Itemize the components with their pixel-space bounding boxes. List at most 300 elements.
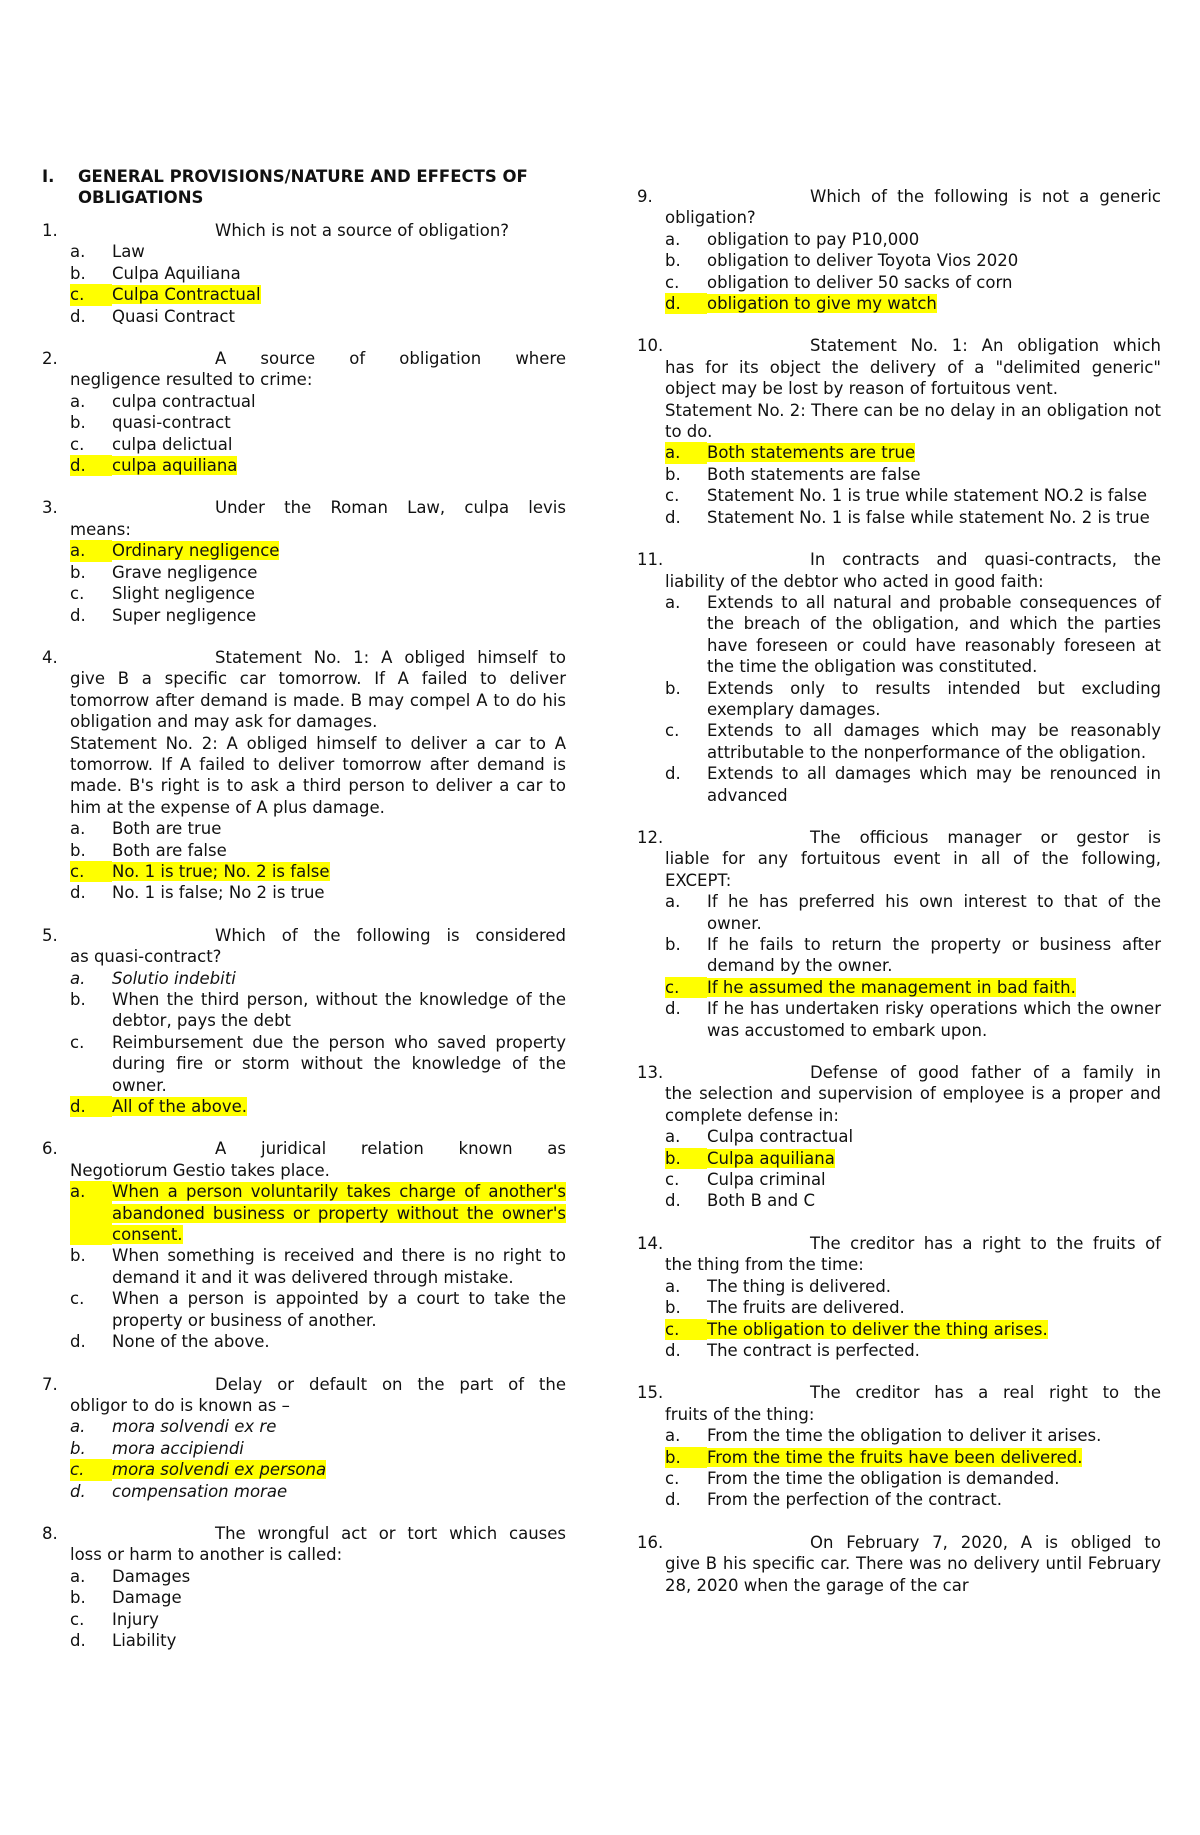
option-label: obligation to pay P10,000 bbox=[707, 229, 920, 249]
option-text bbox=[707, 507, 1161, 528]
option-item[interactable] bbox=[637, 293, 1161, 314]
question-stem-start: Which of the following is considered bbox=[215, 925, 566, 945]
question-stem-rest: the selection and supervision of employee is a proper and complete defense in: bbox=[665, 1084, 1161, 1125]
question-item bbox=[42, 497, 566, 625]
option-item[interactable] bbox=[637, 485, 1161, 506]
option-text bbox=[707, 272, 1161, 293]
question-stem-start: On February 7, 2020, A is obliged to bbox=[810, 1532, 1161, 1552]
option-letter: d. bbox=[665, 293, 707, 314]
option-letter: d. bbox=[70, 1096, 112, 1117]
option-text bbox=[112, 306, 566, 327]
option-item[interactable] bbox=[637, 1468, 1161, 1489]
option-item[interactable] bbox=[42, 1438, 566, 1459]
question-first-line bbox=[42, 1138, 566, 1159]
option-item[interactable] bbox=[42, 1481, 566, 1502]
question-number: 6. bbox=[42, 1139, 58, 1159]
option-item[interactable] bbox=[637, 592, 1161, 678]
option-letter: b. bbox=[70, 1246, 86, 1266]
option-list bbox=[637, 592, 1161, 806]
option-letter: d. bbox=[70, 883, 86, 903]
question-item bbox=[637, 1532, 1161, 1596]
option-label: The contract is perfected. bbox=[707, 1340, 920, 1360]
section-heading bbox=[42, 166, 566, 208]
option-letter: c. bbox=[665, 1170, 680, 1190]
option-item[interactable] bbox=[637, 763, 1161, 806]
option-text bbox=[707, 891, 1161, 934]
question-first-line bbox=[637, 827, 1161, 848]
option-list bbox=[42, 818, 566, 904]
option-text bbox=[112, 562, 566, 583]
option-label: Solutio indebiti bbox=[112, 968, 236, 988]
option-label: Quasi Contract bbox=[112, 306, 235, 326]
option-letter: b. bbox=[665, 1148, 707, 1169]
option-item[interactable] bbox=[637, 442, 1161, 463]
option-item[interactable] bbox=[42, 1181, 566, 1245]
option-list bbox=[637, 442, 1161, 528]
question-first-line bbox=[42, 1523, 566, 1544]
option-letter: c. bbox=[665, 977, 707, 998]
option-letter: c. bbox=[665, 721, 680, 741]
option-letter: c. bbox=[665, 486, 680, 506]
option-list bbox=[637, 1276, 1161, 1362]
option-text bbox=[707, 720, 1161, 763]
option-letter: b. bbox=[665, 678, 681, 698]
option-label: The fruits are delivered. bbox=[707, 1298, 905, 1318]
option-letter: c. bbox=[70, 1609, 85, 1629]
question-stem-start: Which of the following is not a generic bbox=[810, 187, 1161, 206]
option-letter: a. bbox=[70, 242, 86, 262]
option-label: obligation to give my watch bbox=[707, 294, 937, 314]
question-item bbox=[637, 1233, 1161, 1361]
option-label: Both statements are false bbox=[707, 464, 921, 484]
option-label: Both are false bbox=[112, 840, 227, 860]
option-label: Both B and C bbox=[707, 1191, 815, 1211]
option-item[interactable] bbox=[42, 861, 566, 882]
option-letter: c. bbox=[665, 1468, 680, 1488]
option-label: Law bbox=[112, 242, 145, 262]
option-letter: a. bbox=[70, 1417, 86, 1437]
left-question-list bbox=[42, 220, 566, 1651]
option-label: Both are true bbox=[112, 819, 222, 839]
question-item bbox=[42, 1138, 566, 1352]
question-item bbox=[42, 220, 566, 327]
option-item[interactable] bbox=[42, 1609, 566, 1630]
option-letter: b. bbox=[665, 1298, 681, 1318]
option-text-highlighted bbox=[707, 293, 1161, 314]
option-text bbox=[112, 1245, 566, 1288]
option-label: Extends to all damages which may be renounced in advanced bbox=[707, 764, 1161, 805]
option-letter: c. bbox=[70, 861, 112, 882]
option-item[interactable] bbox=[42, 989, 566, 1032]
option-item[interactable] bbox=[637, 891, 1161, 934]
option-item[interactable] bbox=[42, 241, 566, 262]
question-item bbox=[637, 335, 1161, 528]
option-item[interactable] bbox=[42, 1587, 566, 1608]
option-item[interactable] bbox=[637, 464, 1161, 485]
option-label: Statement No. 1 is true while statement NO.2 is false bbox=[707, 486, 1148, 506]
option-item[interactable] bbox=[42, 391, 566, 412]
option-letter: d. bbox=[70, 1481, 86, 1501]
option-label: From the perfection of the contract. bbox=[707, 1490, 1002, 1510]
option-text bbox=[112, 840, 566, 861]
option-letter: d. bbox=[70, 1332, 86, 1352]
question-first-line bbox=[42, 497, 566, 518]
question-number: 15. bbox=[637, 1383, 664, 1403]
option-label: From the time the obligation to deliver it arises. bbox=[707, 1426, 1102, 1446]
option-item[interactable] bbox=[637, 1190, 1161, 1211]
option-letter: a. bbox=[665, 1276, 681, 1296]
option-label: culpa contractual bbox=[112, 391, 256, 411]
option-letter: c. bbox=[70, 1289, 85, 1309]
question-number: 2. bbox=[42, 349, 58, 369]
option-item[interactable] bbox=[637, 229, 1161, 250]
question-stem-start: Statement No. 1: A obliged himself to bbox=[215, 647, 566, 667]
option-item[interactable] bbox=[637, 1425, 1161, 1446]
question-stem-start: Under the Roman Law, culpa levis bbox=[215, 498, 566, 518]
option-item[interactable] bbox=[42, 1416, 566, 1437]
question-item bbox=[637, 1062, 1161, 1212]
option-letter: c. bbox=[70, 284, 112, 305]
option-letter: c. bbox=[665, 1319, 707, 1340]
option-label: Injury bbox=[112, 1609, 159, 1629]
question-item bbox=[42, 647, 566, 904]
option-letter: b. bbox=[665, 251, 681, 271]
option-label: Culpa Aquiliana bbox=[112, 263, 241, 283]
option-item[interactable] bbox=[42, 263, 566, 284]
option-label: culpa aquiliana bbox=[112, 456, 238, 476]
option-text bbox=[707, 1276, 1161, 1297]
question-number: 12. bbox=[637, 827, 664, 847]
option-item[interactable] bbox=[42, 605, 566, 626]
option-item[interactable] bbox=[42, 434, 566, 455]
option-label: Both statements are true bbox=[707, 443, 916, 463]
question-stem-start: The creditor has a real right to the bbox=[810, 1383, 1161, 1403]
question-number: 13. bbox=[637, 1063, 664, 1083]
question-number: 4. bbox=[42, 647, 58, 667]
question-item bbox=[42, 925, 566, 1118]
option-letter: c. bbox=[665, 272, 680, 292]
option-list bbox=[42, 241, 566, 327]
option-label: obligation to deliver Toyota Vios 2020 bbox=[707, 251, 1019, 271]
option-text bbox=[112, 391, 566, 412]
option-text-highlighted bbox=[112, 1181, 566, 1245]
option-item[interactable] bbox=[637, 1447, 1161, 1468]
option-label: obligation to deliver 50 sacks of corn bbox=[707, 272, 1013, 292]
option-list bbox=[637, 229, 1161, 315]
option-text-highlighted bbox=[112, 455, 566, 476]
option-text bbox=[707, 485, 1161, 506]
option-item[interactable] bbox=[42, 284, 566, 305]
option-letter: c. bbox=[70, 434, 85, 454]
option-text bbox=[112, 1288, 566, 1331]
question-stem-rest: Negotiorum Gestio takes place. bbox=[70, 1160, 330, 1180]
option-text-highlighted bbox=[112, 540, 566, 561]
option-text bbox=[707, 1489, 1161, 1510]
option-label: None of the above. bbox=[112, 1332, 270, 1352]
right-column bbox=[637, 186, 1161, 1617]
option-item[interactable] bbox=[42, 1032, 566, 1096]
option-letter: b. bbox=[70, 990, 86, 1009]
option-label: compensation morae bbox=[112, 1481, 288, 1501]
option-item[interactable] bbox=[42, 818, 566, 839]
option-letter: a. bbox=[70, 1566, 86, 1586]
option-item[interactable] bbox=[42, 562, 566, 583]
question-first-line bbox=[637, 1382, 1161, 1403]
question-number: 10. bbox=[637, 336, 664, 356]
option-text bbox=[707, 1468, 1161, 1489]
option-letter: a. bbox=[665, 1426, 681, 1446]
option-item[interactable] bbox=[637, 998, 1161, 1041]
option-letter: d. bbox=[665, 1490, 681, 1510]
question-stem-rest: has for its object the delivery of a "delimited generic" object may be lost by reason of fortuitous vent. bbox=[665, 357, 1161, 399]
option-label: mora solvendi ex persona bbox=[112, 1460, 327, 1480]
option-text bbox=[112, 412, 566, 433]
option-text-highlighted bbox=[112, 1096, 566, 1117]
question-first-line bbox=[637, 1532, 1161, 1553]
option-label: If he has preferred his own interest to that of the owner. bbox=[707, 892, 1161, 933]
option-item[interactable] bbox=[42, 840, 566, 861]
option-item[interactable] bbox=[42, 455, 566, 476]
question-stem-start: A source of obligation where bbox=[215, 349, 566, 369]
option-text bbox=[707, 592, 1161, 678]
option-text bbox=[707, 229, 1161, 250]
option-text-highlighted bbox=[707, 1319, 1161, 1340]
question-stem-start: A juridical relation known as bbox=[215, 1139, 566, 1159]
option-text bbox=[112, 605, 566, 626]
option-letter: d. bbox=[70, 1630, 86, 1650]
option-label: Slight negligence bbox=[112, 584, 255, 604]
option-label: From the time the fruits have been delivered. bbox=[707, 1447, 1083, 1467]
option-item[interactable] bbox=[42, 1245, 566, 1288]
option-list bbox=[637, 891, 1161, 1041]
question-first-line bbox=[42, 1374, 566, 1395]
option-item[interactable] bbox=[637, 1297, 1161, 1318]
option-text bbox=[112, 882, 566, 903]
option-letter: a. bbox=[665, 229, 681, 249]
option-item[interactable] bbox=[42, 540, 566, 561]
question-number: 1. bbox=[42, 221, 58, 240]
question-number: 7. bbox=[42, 1374, 58, 1394]
option-letter: a. bbox=[70, 968, 86, 988]
option-label: If he fails to return the property or business after demand by the owner. bbox=[707, 935, 1161, 976]
option-text bbox=[707, 464, 1161, 485]
question-first-line bbox=[637, 549, 1161, 570]
option-item[interactable] bbox=[637, 1340, 1161, 1361]
option-item[interactable] bbox=[637, 250, 1161, 271]
option-text bbox=[707, 250, 1161, 271]
option-text-highlighted bbox=[707, 1148, 1161, 1169]
option-label: Statement No. 1 is false while statement No. 2 is true bbox=[707, 507, 1150, 527]
question-item bbox=[42, 1374, 566, 1502]
option-item[interactable] bbox=[637, 1169, 1161, 1190]
option-letter: b. bbox=[70, 840, 86, 860]
option-item[interactable] bbox=[637, 1126, 1161, 1147]
option-item[interactable] bbox=[637, 507, 1161, 528]
option-letter: b. bbox=[70, 263, 86, 283]
option-item[interactable] bbox=[42, 412, 566, 433]
option-text bbox=[112, 1032, 566, 1096]
question-stem-rest: liability of the debtor who acted in good faith: bbox=[665, 571, 1044, 591]
option-text bbox=[707, 1126, 1161, 1147]
option-text bbox=[707, 1169, 1161, 1190]
option-text bbox=[112, 989, 566, 1032]
option-letter: b. bbox=[665, 464, 681, 484]
option-label: Extends to all damages which may be reasonably attributable to the nonperformance of the obligation. bbox=[707, 721, 1161, 762]
option-item[interactable] bbox=[637, 1148, 1161, 1169]
option-item[interactable] bbox=[637, 720, 1161, 763]
option-list bbox=[637, 1425, 1161, 1511]
option-list bbox=[42, 540, 566, 626]
option-letter: d. bbox=[70, 306, 86, 326]
option-text-highlighted bbox=[707, 1447, 1161, 1468]
option-letter: b. bbox=[70, 413, 86, 433]
question-stem-start: The creditor has a right to the fruits of bbox=[810, 1233, 1161, 1253]
option-label: If he assumed the management in bad faith. bbox=[707, 977, 1076, 997]
option-label: mora accipiendi bbox=[112, 1438, 244, 1458]
option-item[interactable] bbox=[637, 1276, 1161, 1297]
option-item[interactable] bbox=[637, 272, 1161, 293]
option-text bbox=[112, 583, 566, 604]
option-item[interactable] bbox=[42, 1096, 566, 1117]
option-letter: b. bbox=[70, 1588, 86, 1608]
option-item[interactable] bbox=[42, 1630, 566, 1651]
question-number: 9. bbox=[637, 187, 653, 206]
question-stem-rest: loss or harm to another is called: bbox=[70, 1545, 343, 1565]
option-letter: a. bbox=[665, 592, 681, 612]
option-text bbox=[707, 1340, 1161, 1361]
option-item[interactable] bbox=[637, 934, 1161, 977]
option-text bbox=[707, 1297, 1161, 1318]
question-item bbox=[637, 186, 1161, 314]
option-letter: c. bbox=[70, 1032, 85, 1052]
option-label: Culpa criminal bbox=[707, 1170, 826, 1190]
question-stem-rest: means: bbox=[70, 519, 131, 539]
question-stem-start: Defense of good father of a family in bbox=[810, 1063, 1161, 1083]
question-item bbox=[637, 1382, 1161, 1510]
left-column bbox=[42, 166, 566, 1672]
option-label: Ordinary negligence bbox=[112, 541, 280, 561]
option-letter: b. bbox=[70, 1438, 86, 1458]
option-letter: a. bbox=[70, 540, 112, 561]
option-text bbox=[112, 1416, 566, 1437]
option-item[interactable] bbox=[42, 1288, 566, 1331]
option-label: When the third person, without the knowledge of the debtor, pays the debt bbox=[112, 990, 566, 1031]
option-item[interactable] bbox=[42, 968, 566, 989]
option-text-highlighted bbox=[112, 861, 566, 882]
option-label: Reimbursement due the person who saved property during fire or storm without the knowledge of the owner. bbox=[112, 1032, 566, 1095]
option-label: No. 1 is true; No. 2 is false bbox=[112, 861, 330, 881]
option-label: Culpa contractual bbox=[707, 1127, 854, 1147]
option-text bbox=[112, 968, 566, 989]
option-letter: c. bbox=[70, 584, 85, 604]
option-list bbox=[637, 1126, 1161, 1212]
option-text bbox=[112, 1331, 566, 1352]
right-question-list bbox=[637, 186, 1161, 1596]
option-label: Extends to all natural and probable consequences of the breach of the obligation, and which the parties have foreseen or could have reasonably foreseen at the time the obligation was constituted. bbox=[707, 592, 1161, 677]
option-label: When a person is appointed by a court to take the property or business of another. bbox=[112, 1289, 566, 1330]
option-item[interactable] bbox=[42, 882, 566, 903]
question-item bbox=[42, 348, 566, 476]
option-letter: b. bbox=[70, 562, 86, 582]
option-text bbox=[112, 241, 566, 262]
question-stem-start: The wrongful act or tort which causes bbox=[215, 1523, 566, 1543]
option-item[interactable] bbox=[42, 1331, 566, 1352]
question-number: 14. bbox=[637, 1233, 664, 1253]
question-stem-rest: give B a specific car tomorrow. If A failed to deliver tomorrow after demand is made. B may compel A to do his obligation and may ask for damages. bbox=[70, 669, 566, 732]
option-item[interactable] bbox=[42, 1566, 566, 1587]
option-letter: a. bbox=[665, 442, 707, 463]
option-letter: a. bbox=[665, 892, 681, 912]
option-letter: d. bbox=[665, 1191, 681, 1211]
option-letter: d. bbox=[665, 764, 681, 784]
question-stem-rest: negligence resulted to crime: bbox=[70, 370, 313, 390]
option-label: Liability bbox=[112, 1630, 177, 1650]
question-stem-start: The officious manager or gestor is bbox=[810, 827, 1161, 847]
option-label: Damages bbox=[112, 1566, 191, 1586]
option-text bbox=[112, 434, 566, 455]
option-item[interactable] bbox=[42, 1459, 566, 1480]
question-stem-rest: give B his specific car. There was no delivery until February 28, 2020 when the garage of the car bbox=[665, 1554, 1161, 1595]
option-letter: c. bbox=[70, 1459, 112, 1480]
option-text bbox=[112, 1587, 566, 1608]
option-item[interactable] bbox=[42, 306, 566, 327]
option-item[interactable] bbox=[637, 1319, 1161, 1340]
option-text bbox=[112, 818, 566, 839]
option-text bbox=[707, 763, 1161, 806]
question-number: 16. bbox=[637, 1532, 664, 1552]
question-first-line bbox=[42, 647, 566, 668]
option-text bbox=[112, 1630, 566, 1651]
option-text bbox=[112, 1481, 566, 1502]
option-item[interactable] bbox=[637, 678, 1161, 721]
option-letter: d. bbox=[70, 605, 86, 625]
question-number: 8. bbox=[42, 1523, 58, 1543]
option-text bbox=[707, 998, 1161, 1041]
option-letter: a. bbox=[70, 1181, 112, 1245]
question-first-line bbox=[637, 186, 1161, 207]
question-number: 3. bbox=[42, 498, 58, 518]
option-text-highlighted bbox=[112, 1459, 566, 1480]
option-letter: d. bbox=[665, 507, 681, 527]
question-stem-start: Delay or default on the part of the bbox=[215, 1374, 566, 1394]
option-label: culpa delictual bbox=[112, 434, 233, 454]
option-item[interactable] bbox=[42, 583, 566, 604]
question-number: 5. bbox=[42, 925, 58, 945]
question-stem-start: Statement No. 1: An obligation which bbox=[810, 336, 1161, 356]
option-text bbox=[707, 1190, 1161, 1211]
question-stem-rest: obligation? bbox=[665, 208, 756, 228]
question-first-line bbox=[637, 1062, 1161, 1083]
option-text bbox=[707, 678, 1161, 721]
question-first-line bbox=[42, 348, 566, 369]
option-label: The thing is delivered. bbox=[707, 1276, 892, 1296]
option-list bbox=[42, 1181, 566, 1352]
option-label: Culpa Contractual bbox=[112, 285, 261, 305]
question-first-line bbox=[637, 335, 1161, 356]
option-item[interactable] bbox=[637, 977, 1161, 998]
option-label: From the time the obligation is demanded. bbox=[707, 1468, 1060, 1488]
option-label: Damage bbox=[112, 1588, 182, 1608]
question-first-line bbox=[637, 1233, 1161, 1254]
option-letter: a. bbox=[70, 391, 86, 411]
option-item[interactable] bbox=[637, 1489, 1161, 1510]
question-statement-2: Statement No. 2: A obliged himself to deliver a car to A tomorrow. If A failed to deliver tomorrow after demand is made. B's right is to ask a third person to deliver a car to him at the expense of A plus damage. bbox=[70, 733, 566, 817]
question-number: 11. bbox=[637, 550, 664, 570]
question-first-line bbox=[42, 925, 566, 946]
option-label: When something is received and there is no right to demand it and it was delivered through mistake. bbox=[112, 1246, 566, 1287]
option-list bbox=[42, 391, 566, 477]
option-letter: d. bbox=[665, 999, 681, 1019]
